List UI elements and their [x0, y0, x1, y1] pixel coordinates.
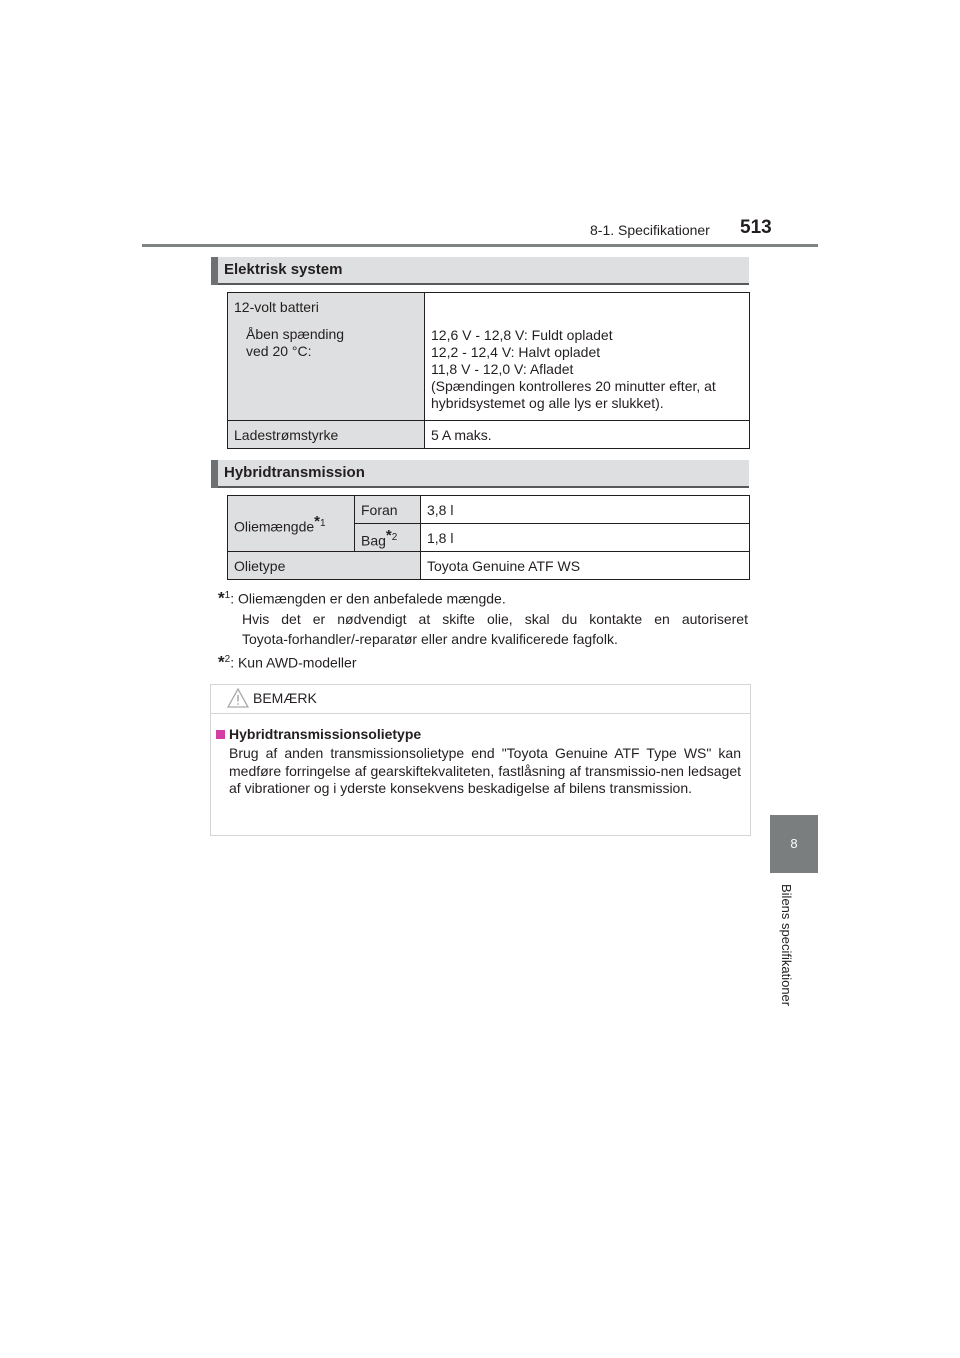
notice-divider — [211, 713, 750, 714]
section-header-bar — [211, 460, 218, 488]
oil-type-label: Olietype — [228, 552, 421, 580]
chapter-title-label: Bilens specifikationer — [779, 884, 794, 1007]
footnote-1-line1: : Oliemængden er den anbefalede mængde. — [230, 590, 506, 607]
electrical-table — [227, 292, 750, 449]
section-title: Hybridtransmission — [224, 464, 365, 481]
notice-body: Brug af anden transmissionsolietype end "Toyota Genuine ATF Type WS" kan medføre forringelse af gearskiftekvaliteten, fastlåsning af transmissio-nen ledsaget af vibrationer og i yderste konsekvens beskadigelse af bilens transmission. — [229, 745, 741, 796]
header-section-title: 8-1. Specifikationer — [590, 222, 710, 238]
notice-heading: BEMÆRK — [253, 690, 317, 706]
footnote-1 — [218, 586, 748, 649]
voltage-note: hybridsystemet og alle lys er slukket). — [431, 395, 664, 411]
section-header-bar — [211, 257, 218, 285]
section-header-transmission — [211, 460, 749, 488]
footnote-number: 1 — [224, 590, 231, 601]
footnote-star: * — [385, 526, 392, 544]
battery-label: 12-volt batteri — [234, 299, 319, 315]
notice-subheading: Hybridtransmissionsolietype — [229, 726, 422, 742]
battery-label-cell — [228, 293, 425, 421]
header-rule — [142, 244, 818, 247]
oil-quantity-label-cell — [228, 496, 355, 552]
voltage-label-line1: Åben spænding — [246, 326, 345, 342]
page-number: 513 — [740, 217, 772, 238]
warning-icon — [227, 688, 249, 708]
footnote-star: * — [218, 652, 225, 672]
notice-box — [210, 684, 751, 836]
footnote-1-line2: Hvis det er nødvendigt at skifte olie, skal du kontakte en autoriseret — [242, 610, 748, 627]
oil-type-value: Toyota Genuine ATF WS — [421, 552, 750, 580]
voltage-value: 11,8 V - 12,0 V: Afladet — [431, 361, 574, 377]
footnote-ref: 2 — [391, 531, 398, 543]
voltage-label-line2: ved 20 °C: — [246, 343, 312, 359]
voltage-value: 12,2 - 12,4 V: Halvt opladet — [431, 344, 601, 360]
footnote-2 — [218, 650, 748, 673]
chapter-tab: 8 — [770, 815, 818, 873]
rear-label: Bag — [361, 532, 386, 549]
footnote-1-line3: Toyota-forhandler/-reparatør eller andre kvalificerede fagfolk. — [242, 630, 618, 647]
rear-label-cell — [355, 524, 421, 552]
bullet-square-icon — [216, 730, 225, 739]
section-header-electrical — [211, 257, 749, 285]
footnote-star: * — [218, 588, 225, 608]
front-label: Foran — [355, 496, 421, 524]
footnote-2-text: : Kun AWD-modeller — [230, 654, 357, 671]
footnote-number: 2 — [224, 654, 231, 665]
rear-value: 1,8 l — [421, 524, 750, 552]
voltage-values-cell — [425, 293, 750, 421]
section-title: Elektrisk system — [224, 261, 343, 278]
voltage-value: 12,6 V - 12,8 V: Fuldt opladet — [431, 327, 613, 343]
chapter-title-vertical — [779, 884, 802, 1024]
charge-value: 5 A maks. — [425, 421, 750, 449]
charge-label: Ladestrømstyrke — [228, 421, 425, 449]
footnote-star: * — [314, 512, 320, 530]
front-value: 3,8 l — [421, 496, 750, 524]
oil-quantity-label: Oliemængde — [234, 518, 315, 535]
transmission-table — [227, 495, 750, 580]
voltage-note: (Spændingen kontrolleres 20 minutter efter, at — [431, 378, 716, 394]
footnote-ref: 1 — [320, 517, 326, 529]
